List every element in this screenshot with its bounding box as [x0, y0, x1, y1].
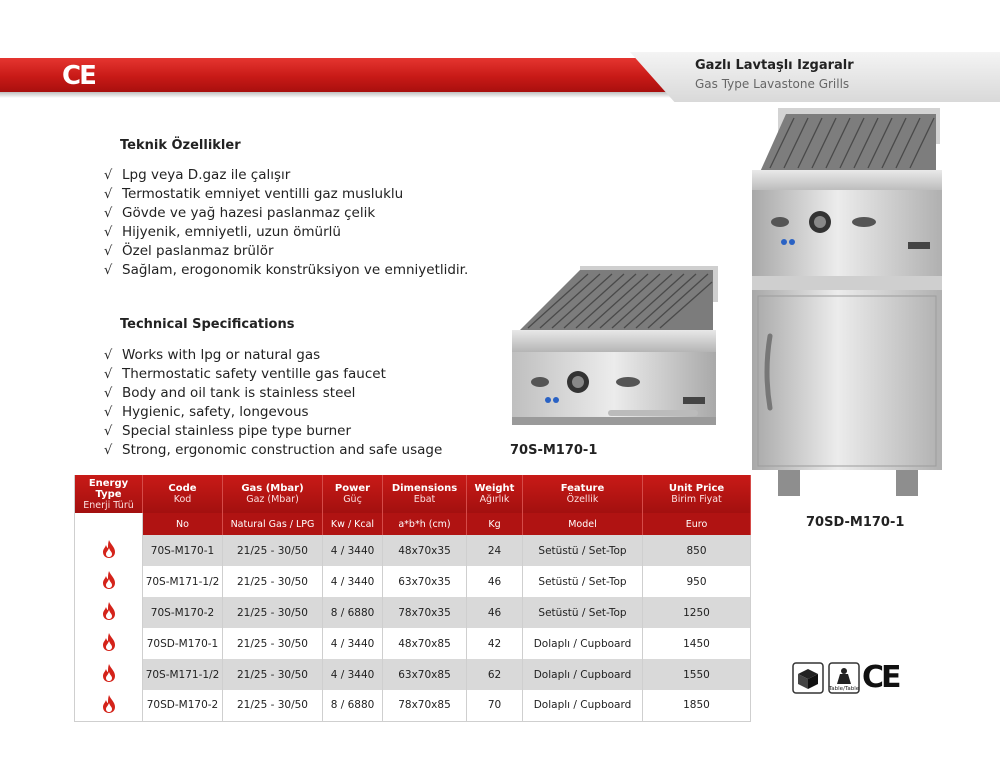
table-cell-gas: 21/25 - 30/50	[223, 659, 323, 690]
table-cell-weight: 24	[467, 535, 523, 566]
check-icon: √	[104, 187, 113, 202]
spec-item	[104, 384, 442, 403]
table-row	[75, 628, 751, 659]
spec-item	[104, 185, 468, 204]
table-subheader-cell: Kw / Kcal	[323, 513, 383, 535]
product-image-cupboard-grill	[748, 104, 946, 498]
table-row	[75, 659, 751, 690]
spec-item	[104, 365, 442, 384]
table-cell-code: 70S-M170-2	[143, 597, 223, 628]
header-label-tr: Güç	[343, 494, 362, 505]
table-cell-weight: 70	[467, 690, 523, 721]
header-label-en: Power	[334, 483, 371, 494]
energy-type-cell	[75, 566, 143, 597]
specs-list-en	[104, 346, 442, 460]
spec-item-text: Works with lpg or natural gas	[122, 347, 321, 363]
spec-item-text: Special stainless pipe type burner	[122, 423, 352, 439]
table-row	[75, 566, 751, 597]
spec-item-text: Strong, ergonomic construction and safe usage	[122, 442, 443, 458]
table-row	[75, 535, 751, 566]
check-icon: √	[104, 348, 113, 363]
table-cell-model: Dolaplı / Cupboard	[523, 690, 643, 721]
spec-item	[104, 166, 468, 185]
header-label-en: Energy Type	[88, 477, 129, 500]
table-cell-code: 70S-M170-1	[143, 535, 223, 566]
energy-type-cell	[75, 628, 143, 659]
gas-flame-icon	[101, 663, 117, 683]
spec-item-text: Termostatik emniyet ventilli gaz musluklu	[122, 186, 404, 202]
table-cell-power: 4 / 3440	[323, 566, 383, 597]
header-label-tr: Kod	[173, 494, 192, 505]
spec-item-text: Gövde ve yağ hazesi paslanmaz çelik	[122, 205, 376, 221]
specs-heading-en: Technical Specifications	[120, 317, 295, 332]
table-cell-power: 8 / 6880	[323, 597, 383, 628]
table-cell-gas: 21/25 - 30/50	[223, 535, 323, 566]
table-header-cell	[143, 475, 223, 513]
table-cell-model: Setüstü / Set-Top	[523, 535, 643, 566]
table-cell-dims: 78x70x35	[383, 597, 467, 628]
spec-item-text: Hijyenik, emniyetli, uzun ömürlü	[122, 224, 341, 240]
table-cell-price: 1550	[643, 659, 751, 690]
table-cell-dims: 63x70x85	[383, 659, 467, 690]
table-cell-gas: 21/25 - 30/50	[223, 597, 323, 628]
check-icon: √	[104, 405, 113, 420]
table-cell-dims: 78x70x85	[383, 690, 467, 721]
header-label-en: Gas (Mbar)	[241, 483, 304, 494]
table-subheader-cell: Natural Gas / LPG	[223, 513, 323, 535]
spec-item-text: Hygienic, safety, longevous	[122, 404, 309, 420]
header-label-tr: Ebat	[413, 494, 436, 505]
table-header-cell	[383, 475, 467, 513]
energy-type-cell	[75, 597, 143, 628]
table-cell-gas: 21/25 - 30/50	[223, 628, 323, 659]
table-cell-power: 4 / 3440	[323, 659, 383, 690]
gas-flame-icon	[101, 632, 117, 652]
table-header-cell	[467, 475, 523, 513]
table-subheader-cell	[75, 513, 143, 535]
check-icon: √	[104, 168, 113, 183]
check-icon: √	[104, 225, 113, 240]
table-cell-power: 4 / 3440	[323, 628, 383, 659]
table-row	[75, 690, 751, 721]
check-icon: √	[104, 386, 113, 401]
gas-flame-icon	[101, 694, 117, 714]
table-cell-model: Dolaplı / Cupboard	[523, 659, 643, 690]
check-icon: √	[104, 206, 113, 221]
table-header-cell	[643, 475, 751, 513]
product-image-countertop-grill	[508, 262, 718, 430]
header-label-tr: Birim Fiyat	[671, 494, 722, 505]
header-label-tr: Gaz (Mbar)	[246, 494, 299, 505]
table-cell-code: 70S-M171-1/2	[143, 566, 223, 597]
spec-item-text: Lpg veya D.gaz ile çalışır	[122, 167, 291, 183]
specs-heading-tr: Teknik Özellikler	[120, 138, 241, 153]
header-label-tr: Enerji Türü	[83, 499, 134, 511]
table-header-cell	[523, 475, 643, 513]
table-cell-model: Setüstü / Set-Top	[523, 597, 643, 628]
table-cell-model: Setüstü / Set-Top	[523, 566, 643, 597]
check-icon: √	[104, 424, 113, 439]
table-subheader-cell: Model	[523, 513, 643, 535]
table-cell-power: 8 / 6880	[323, 690, 383, 721]
table-row	[75, 597, 751, 628]
table-subheader-cell: Euro	[643, 513, 751, 535]
table-cell-gas: 21/25 - 30/50	[223, 690, 323, 721]
table-cell-code: 70S-M171-1/2	[143, 659, 223, 690]
spec-item	[104, 242, 468, 261]
table-cell-weight: 62	[467, 659, 523, 690]
spec-item	[104, 261, 468, 280]
table-subheader-cell: Kg	[467, 513, 523, 535]
product-model-label-2: 70SD-M170-1	[806, 515, 905, 530]
table-cell-weight: 46	[467, 597, 523, 628]
table-cell-price: 950	[643, 566, 751, 597]
table-cell-dims: 63x70x35	[383, 566, 467, 597]
check-icon: √	[104, 244, 113, 259]
box-package-icon	[792, 662, 824, 694]
ce-mark-footer: CE	[862, 660, 899, 695]
gas-flame-icon	[101, 601, 117, 621]
header-label-en: Weight	[474, 483, 515, 494]
header-label-tr: Ağırlık	[479, 494, 510, 505]
specs-list-tr	[104, 166, 468, 280]
spec-item-text: Body and oil tank is stainless steel	[122, 385, 356, 401]
spec-item-text: Özel paslanmaz brülör	[122, 243, 274, 259]
table-icon-label: Table/Table	[828, 686, 860, 692]
table-header-row	[75, 475, 751, 513]
table-cell-model: Dolaplı / Cupboard	[523, 628, 643, 659]
gas-flame-icon	[101, 570, 117, 590]
table-cell-weight: 46	[467, 566, 523, 597]
spec-item-text: Sağlam, erogonomik konstrüksiyon ve emniyetlidir.	[122, 262, 469, 278]
header-label-en: Feature	[560, 483, 605, 494]
table-subheader-row	[75, 513, 751, 535]
spec-item-text: Thermostatic safety ventille gas faucet	[122, 366, 386, 382]
page-title-en: Gas Type Lavastone Grills	[695, 77, 850, 91]
spec-item	[104, 346, 442, 365]
price-table	[74, 475, 751, 722]
header-label-tr: Özellik	[566, 494, 599, 505]
table-header-cell	[75, 475, 143, 513]
table-cell-gas: 21/25 - 30/50	[223, 566, 323, 597]
spec-item	[104, 422, 442, 441]
table-header-cell	[223, 475, 323, 513]
spec-item	[104, 441, 442, 460]
table-subheader-cell: a*b*h (cm)	[383, 513, 467, 535]
header-label-en: Unit Price	[668, 483, 725, 494]
table-cell-code: 70SD-M170-2	[143, 690, 223, 721]
table-header-cell	[323, 475, 383, 513]
header-label-en: Code	[168, 483, 197, 494]
page-title-tr: Gazlı Lavtaşlı Izgaralr	[695, 58, 854, 73]
energy-type-cell	[75, 690, 143, 721]
table-cell-price: 1450	[643, 628, 751, 659]
header-label-en: Dimensions	[391, 483, 458, 494]
table-cell-price: 850	[643, 535, 751, 566]
check-icon: √	[104, 443, 113, 458]
product-model-label-1: 70S-M170-1	[510, 443, 598, 458]
gas-flame-icon	[101, 539, 117, 559]
energy-type-cell	[75, 535, 143, 566]
check-icon: √	[104, 263, 113, 278]
ce-header-mark: CE	[62, 61, 95, 91]
spec-item	[104, 223, 468, 242]
table-cell-code: 70SD-M170-1	[143, 628, 223, 659]
table-cell-weight: 42	[467, 628, 523, 659]
table-cell-dims: 48x70x35	[383, 535, 467, 566]
table-cell-dims: 48x70x85	[383, 628, 467, 659]
table-subheader-cell: No	[143, 513, 223, 535]
spec-item	[104, 403, 442, 422]
table-cell-price: 1850	[643, 690, 751, 721]
spec-item	[104, 204, 468, 223]
table-cell-power: 4 / 3440	[323, 535, 383, 566]
table-cell-price: 1250	[643, 597, 751, 628]
energy-type-cell	[75, 659, 143, 690]
check-icon: √	[104, 367, 113, 382]
